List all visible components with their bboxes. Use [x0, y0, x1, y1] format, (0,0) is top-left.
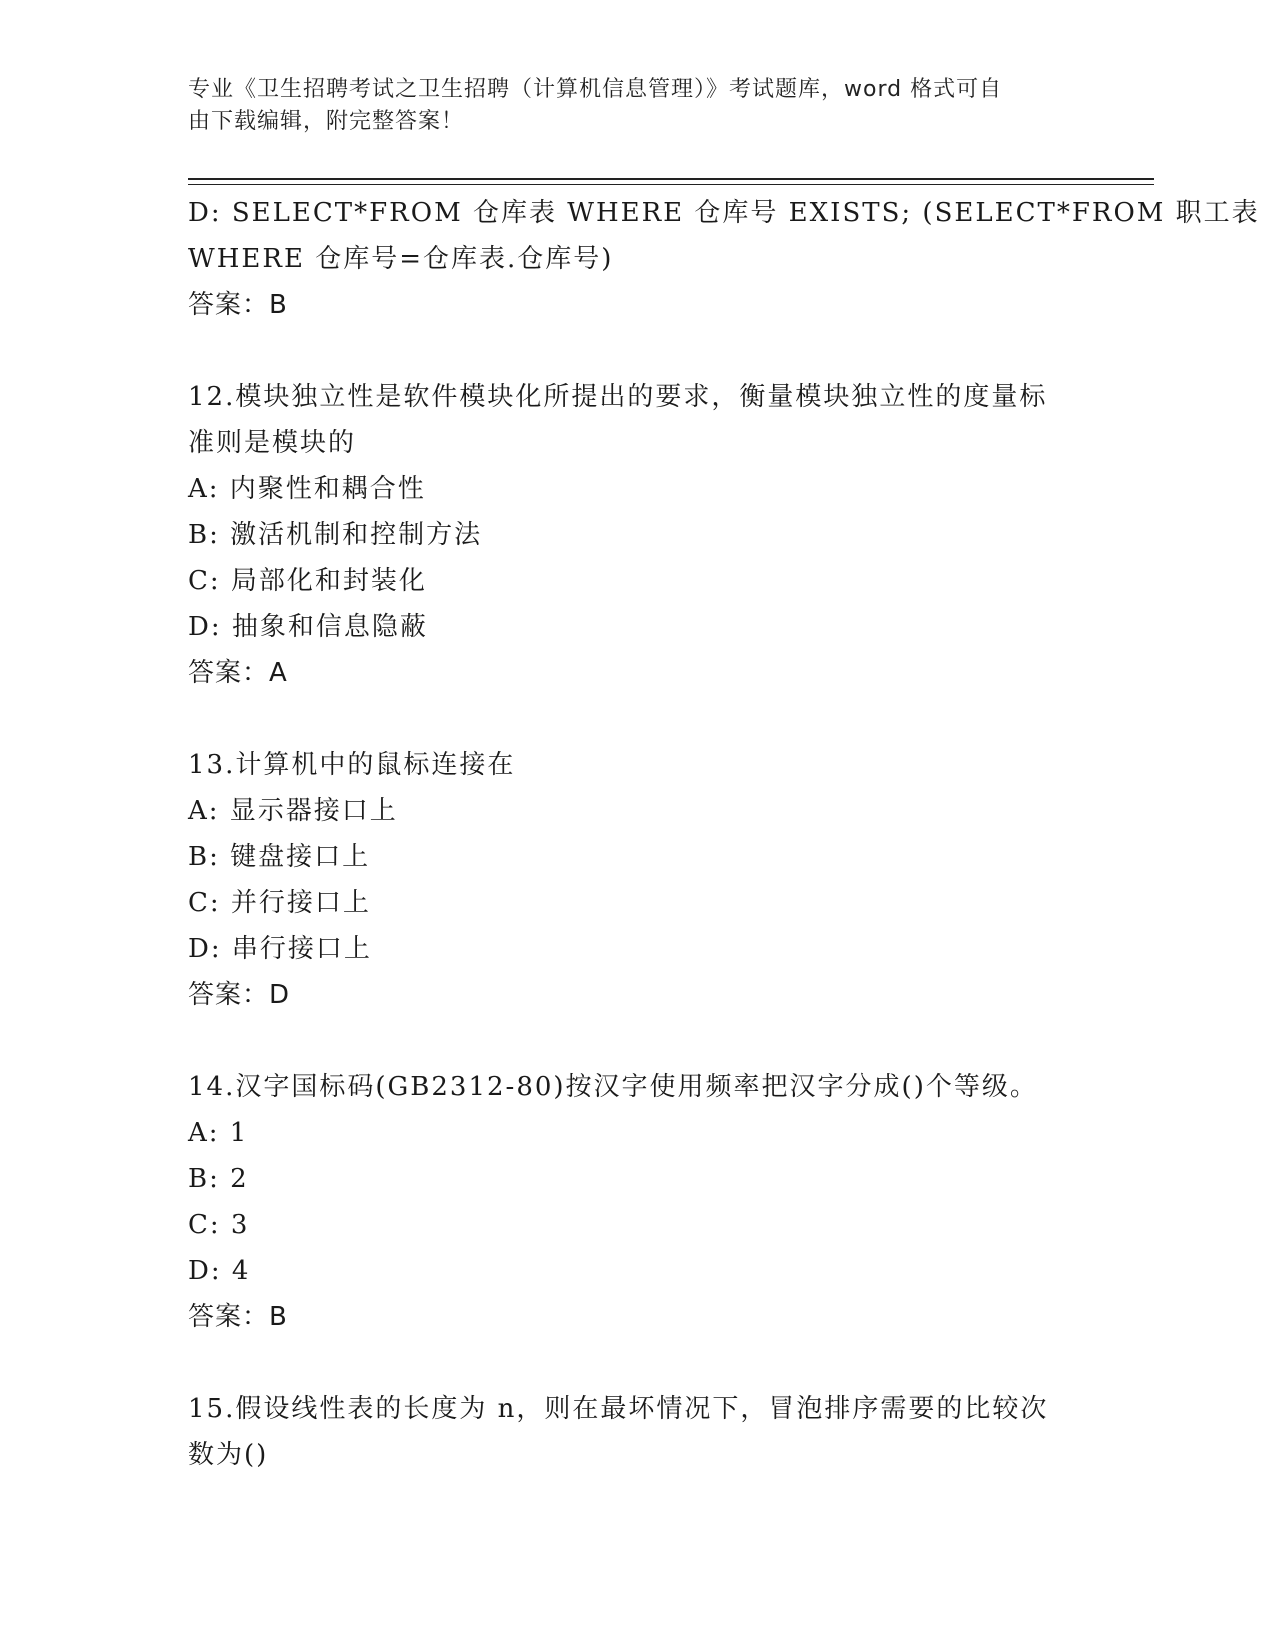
question-15 [188, 1386, 1088, 1478]
question-stem-line-1: 14.汉字国标码(GB2312-80)按汉字使用频率把汉字分成()个等级。 [188, 1072, 1038, 1102]
option-b: B: 激活机制和控制方法 [188, 520, 483, 550]
header-rule-thin [188, 184, 1154, 185]
option-a: A: 内聚性和耦合性 [188, 474, 426, 504]
question-stem-line-2: 准则是模块的 [188, 428, 357, 458]
option-d-line-1: D: SELECT*FROM 仓库表 WHERE 仓库号 EXISTS; (SELECT*FROM 职工表 [188, 198, 1260, 228]
question-14 [188, 1064, 1088, 1340]
header-rule-thick [188, 178, 1154, 180]
answer-line: 答案：B [188, 290, 288, 320]
question-stem-line-1: 15.假设线性表的长度为 n，则在最坏情况下，冒泡排序需要的比较次 [188, 1394, 1049, 1424]
answer-line: 答案：A [188, 658, 288, 688]
option-d-line-2: WHERE 仓库号=仓库表.仓库号) [188, 244, 614, 274]
question-12 [188, 374, 1088, 696]
option-b: B: 2 [188, 1164, 249, 1194]
question-stem-line-2: 数为() [188, 1440, 269, 1470]
document-header [188, 74, 1088, 138]
answer-line: 答案：D [188, 980, 291, 1010]
previous-question-tail [188, 190, 1260, 328]
option-b: B: 键盘接口上 [188, 842, 371, 872]
question-stem-line-1: 12.模块独立性是软件模块化所提出的要求，衡量模块独立性的度量标 [188, 382, 1048, 412]
question-13 [188, 742, 1088, 1018]
option-d: D: 4 [188, 1256, 251, 1286]
answer-line: 答案：B [188, 1302, 288, 1332]
option-c: C: 3 [188, 1210, 250, 1240]
header-line-2: 由下载编辑，附完整答案！ [188, 109, 465, 134]
question-stem-line-1: 13.计算机中的鼠标连接在 [188, 750, 516, 780]
option-d: D: 串行接口上 [188, 934, 372, 964]
option-a: A: 显示器接口上 [188, 796, 398, 826]
option-c: C: 局部化和封装化 [188, 566, 427, 596]
option-c: C: 并行接口上 [188, 888, 371, 918]
header-line-1: 专业《卫生招聘考试之卫生招聘（计算机信息管理）》考试题库，word 格式可自 [188, 77, 1003, 102]
option-a: A: 1 [188, 1118, 249, 1148]
document-body [188, 190, 1260, 1478]
option-d: D: 抽象和信息隐蔽 [188, 612, 428, 642]
